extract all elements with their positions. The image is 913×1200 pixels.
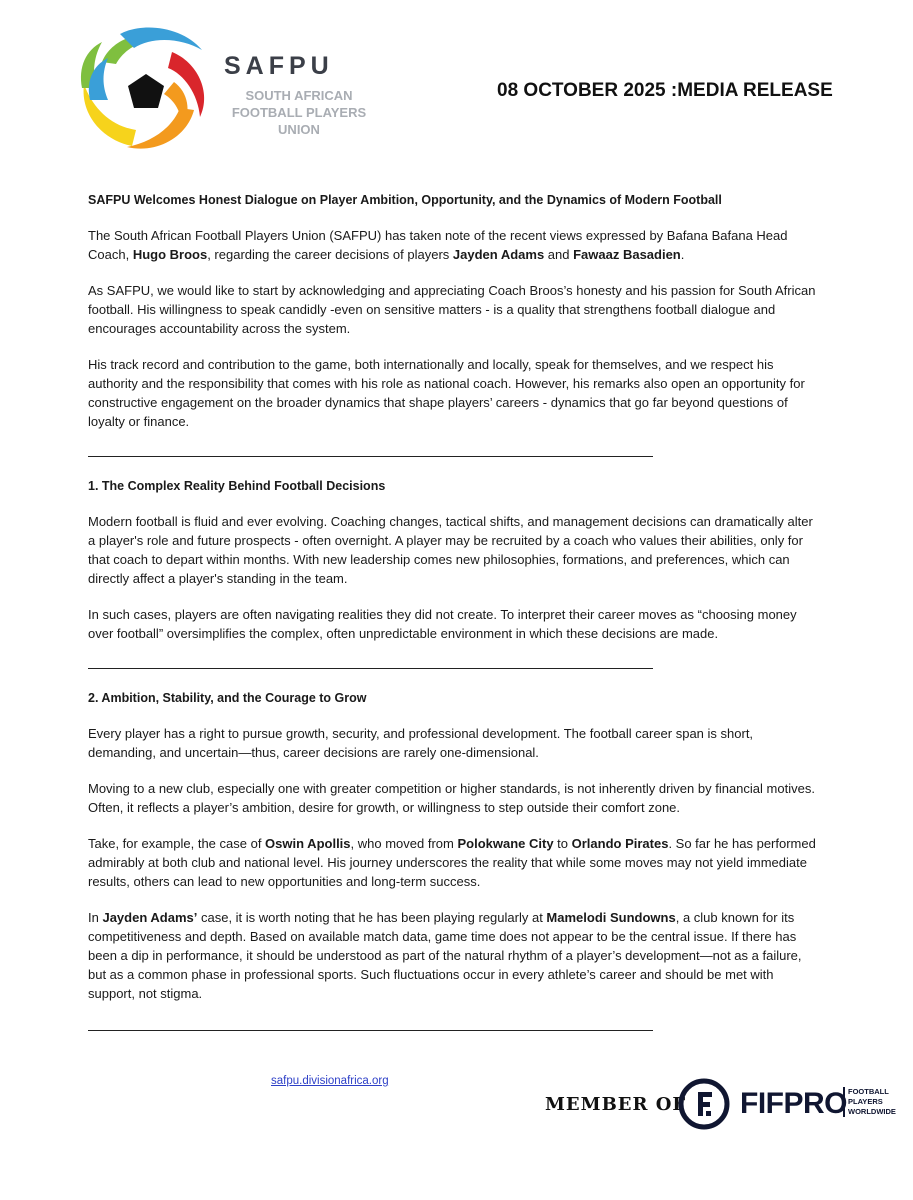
safpu-logo bbox=[72, 22, 212, 157]
section-1-paragraph-1: Modern football is fluid and ever evolving. Coaching changes, tactical shifts, and management decisions can dramatically alter a player's role and future prospects - often overnight. A player may be recruited by a coach who values their abilities, only for that coach to depart within months. With new leadership comes new philosophies, formations, and preferences, which can directly affect a player's standing in the team. bbox=[88, 514, 813, 586]
website-link[interactable]: safpu.divisionafrica.org bbox=[271, 1075, 389, 1087]
club-name: Mamelodi Sundowns bbox=[546, 910, 676, 925]
section-2-paragraph-4 bbox=[88, 908, 818, 1003]
intro-paragraph-1 bbox=[88, 226, 818, 264]
divider bbox=[88, 456, 653, 458]
fifpro-logo-icon bbox=[678, 1078, 730, 1130]
section-heading: 1. The Complex Reality Behind Football Decisions bbox=[88, 479, 386, 493]
divider bbox=[88, 668, 653, 670]
text-run: . bbox=[680, 247, 685, 262]
player-name: Oswin Apollis bbox=[265, 836, 351, 851]
intro-paragraph-2: As SAFPU, we would like to start by acknowledging and appreciating Coach Broos’s honesty and his passion for South African football. His willingness to speak candidly -even on sensitive matters - is a quality that strengthens football dialogue and encourages accountability across the system. bbox=[88, 283, 816, 336]
document-body bbox=[88, 191, 818, 1020]
intro-paragraph-3: His track record and contribution to the game, both internationally and locally, speak for themselves, and we respect his authority and the responsibility that comes with his role as national coach. However, his remarks also open an opportunity for constructive engagement on the broader dynamics that shape players’ careers - dynamics that go far beyond questions of loyalty or finance. bbox=[88, 357, 805, 429]
player-name: Fawaaz Basadien bbox=[573, 247, 681, 262]
fifpro-wordmark: FIFPRO bbox=[740, 1087, 847, 1120]
fifpro-tagline: FOOTBALL PLAYERS WORLDWIDE bbox=[843, 1087, 896, 1117]
text-run: . So far he has performed admirably at both club and national level. His journey underscores the reality that while some moves may not yield immediate results, others can lead to new opportunities and long-term success. bbox=[88, 836, 816, 889]
brand-full-name: SOUTH AFRICAN FOOTBALL PLAYERS UNION bbox=[231, 88, 367, 137]
section-2-paragraph-2: Moving to a new club, especially one with greater competition or higher standards, is not inherently driven by financial motives. Often, it reflects a player’s ambition, desire for growth, or willingness to step outside their comfort zone. bbox=[88, 781, 815, 815]
player-name: Jayden Adams bbox=[452, 247, 545, 262]
text-run: Take, for example, the case of bbox=[88, 836, 266, 851]
text-run: case, it is worth noting that he has been playing regularly at bbox=[197, 910, 547, 925]
headline: SAFPU Welcomes Honest Dialogue on Player Ambition, Opportunity, and the Dynamics of Modern Football bbox=[88, 193, 722, 207]
member-of-label: MEMBER OF bbox=[545, 1094, 687, 1115]
text-run: , regarding the career decisions of players bbox=[207, 247, 453, 262]
club-name: Orlando Pirates bbox=[571, 836, 669, 851]
text-run: , a club known for its competitiveness and depth. Based on available match data, game time does not appear to be the central issue. If there has been a dip in performance, it should be understood as part of the natural rhythm of a player’s development—not as a failure, but as a common phase in professional sports. Such fluctuations occur in every athlete’s career and should be met with support, not stigma. bbox=[88, 910, 802, 1001]
text-run: The South African Football Players Union (SAFPU) has taken note of the recent views expressed by Bafana Bafana Head Coach, bbox=[88, 228, 788, 262]
player-name: Jayden Adams’ bbox=[102, 910, 198, 925]
section-heading: 2. Ambition, Stability, and the Courage to Grow bbox=[88, 691, 367, 705]
footer-divider bbox=[88, 1030, 653, 1031]
text-run: to bbox=[553, 836, 572, 851]
coach-name: Hugo Broos bbox=[132, 247, 208, 262]
section-2-paragraph-1: Every player has a right to pursue growth, security, and professional development. The football career span is short, demanding, and uncertain—thus, career decisions are rarely one-dimensional. bbox=[88, 726, 754, 760]
release-date-label: 08 OCTOBER 2025 :MEDIA RELEASE bbox=[497, 80, 833, 101]
club-name: Polokwane City bbox=[457, 836, 554, 851]
brand-name: SAFPU bbox=[224, 52, 334, 80]
section-2-paragraph-3 bbox=[88, 834, 818, 891]
text-run: In bbox=[88, 910, 103, 925]
text-run: , who moved from bbox=[350, 836, 458, 851]
text-run: and bbox=[544, 247, 574, 262]
section-1-paragraph-2: In such cases, players are often navigating realities they did not create. To interpret their career moves as “choosing money over football” oversimplifies the complex, often unpredictable environment in which these decisions are made. bbox=[88, 607, 797, 641]
